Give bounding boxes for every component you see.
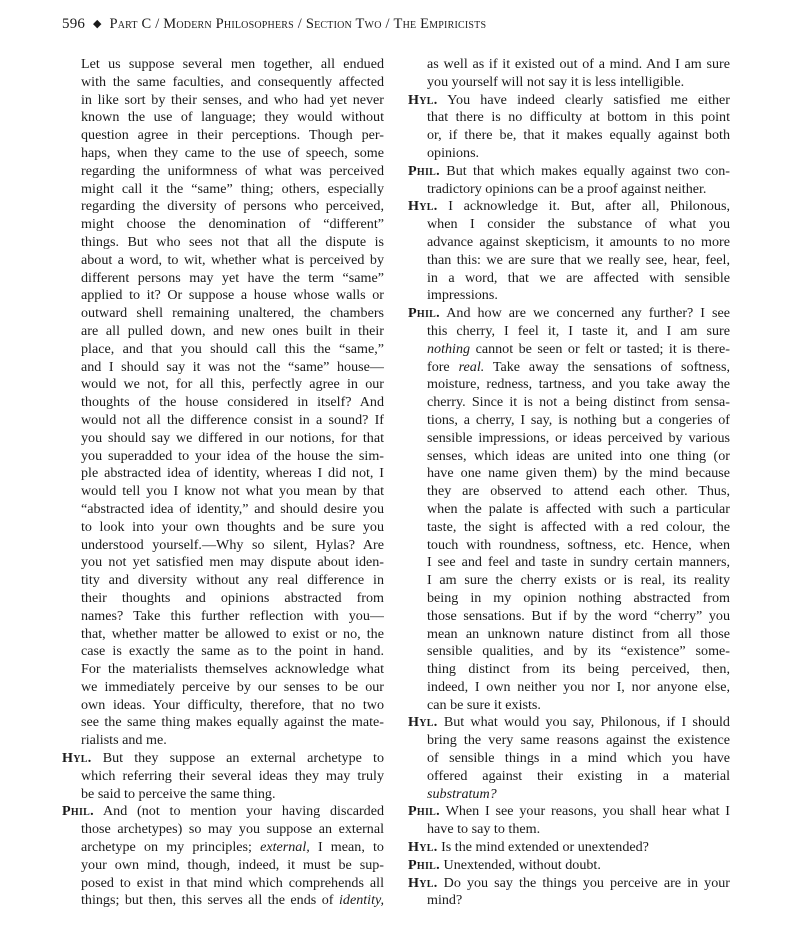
- text-line: [408, 287, 730, 305]
- text-segment: of sensible things in a mind which you have: [427, 750, 730, 767]
- text-segment: advance against skepticism, it amounts to no more: [427, 233, 730, 250]
- text-line: [62, 198, 384, 216]
- text-segment: can be sure it exists.: [427, 696, 541, 713]
- text-line: [62, 305, 384, 323]
- text-segment: your own mind, though, indeed, it must be sup-: [81, 856, 384, 873]
- text-line: [408, 857, 730, 875]
- text-segment: you superadded to your idea of the house the sim-: [81, 447, 384, 464]
- speaker-label: Hyl.: [408, 198, 438, 215]
- text-line: [408, 643, 730, 661]
- text-line: [62, 590, 384, 608]
- text-segment: “abstracted idea of identity,” and should desire you: [81, 500, 384, 517]
- text-segment: rialists and me.: [81, 732, 167, 749]
- text-segment: those sensations. But if by the word “cherry” you: [427, 607, 730, 624]
- text-segment: But they suppose an external archetype to: [102, 750, 384, 767]
- text-line: [62, 768, 384, 786]
- text-segment: thoughts of the house considered in itself? And: [81, 394, 384, 411]
- text-segment: For the materialists themselves acknowledge what: [81, 661, 384, 678]
- text-segment: moisture, redness, tartness, and you take away the: [427, 376, 730, 393]
- text-segment: you should say we differed in our notions, for that: [81, 429, 384, 446]
- text-segment: names? Take this further reflection with you—: [81, 607, 384, 624]
- slash-separator: /: [297, 16, 302, 32]
- text-segment: you not yet satisfied men may dispute about iden-: [81, 554, 384, 571]
- text-segment: tions, a cherry, I say, is nothing but a congeries of: [427, 411, 730, 428]
- text-segment: Take away the sensations of softness,: [484, 358, 730, 375]
- text-line: [408, 537, 730, 555]
- text-line: [62, 857, 384, 875]
- text-segment: indeed, I own neither you nor I, nor anyone else,: [427, 678, 730, 695]
- text-segment: own ideas. Your difficulty, therefore, that no two: [81, 696, 384, 713]
- text-segment: posed to exist in that mind which comprehends all: [81, 874, 384, 891]
- text-segment: that, whether matter be allowed to exist or no, the: [81, 625, 384, 642]
- text-line: [62, 875, 384, 893]
- text-line: [62, 181, 384, 199]
- text-segment: cherry. Since it is not a being distinct from sensa-: [427, 394, 730, 411]
- speaker-label: Phil.: [408, 803, 440, 820]
- text-segment: we immediately perceive by our senses to be our: [81, 678, 384, 695]
- slash-separator: /: [155, 16, 160, 32]
- text-segment: taste, the sight is affected with a red colour, the: [427, 518, 730, 535]
- section-label: Section Two: [305, 16, 382, 32]
- emphasis-text: identity,: [338, 892, 384, 909]
- text-line: [408, 501, 730, 519]
- text-line: [408, 732, 730, 750]
- text-line: [62, 270, 384, 288]
- text-line: [408, 323, 730, 341]
- speaker-label: Hyl.: [408, 874, 438, 891]
- text-line: [62, 216, 384, 234]
- text-segment: when the palate is affected with such a particular: [427, 500, 730, 517]
- text-line: [408, 252, 730, 270]
- text-segment: senses, which ideas are united into one thing (or: [427, 447, 730, 464]
- text-line: [62, 341, 384, 359]
- text-segment: than this: we are sure that we really see, hear, feel,: [427, 251, 730, 268]
- text-line: [408, 198, 730, 216]
- text-segment: or, if there be, that it makes equally against both: [427, 127, 730, 144]
- text-line: [62, 92, 384, 110]
- slash-separator: /: [385, 16, 390, 32]
- speaker-label: Hyl.: [408, 714, 438, 731]
- text-segment: would tell you I know not what you mean by that: [81, 483, 384, 500]
- text-segment: that there is no difficulty at bottom in this point: [427, 109, 730, 126]
- text-segment: are all pulled down, and new ones built in their: [81, 322, 384, 339]
- text-segment: you yourself will not say it is less intelligible.: [427, 73, 685, 90]
- speaker-label: Phil.: [408, 856, 440, 873]
- text-segment: When I see your reasons, you shall hear what I: [445, 803, 730, 820]
- speaker-label: Phil.: [408, 162, 440, 179]
- text-segment: bring the very same reasons against the existence: [427, 732, 730, 749]
- text-line: [62, 519, 384, 537]
- text-line: [62, 626, 384, 644]
- text-line: [62, 786, 384, 804]
- text-segment: regarding the uniformness of what was perceived: [81, 162, 384, 179]
- text-line: [62, 572, 384, 590]
- text-segment: tradictory opinions can be a proof against neither.: [427, 180, 707, 197]
- speaker-label: Phil.: [62, 803, 94, 820]
- text-segment: haps, when they came to the use of speech, some: [81, 144, 384, 161]
- text-line: [408, 394, 730, 412]
- text-segment: mean an unknown nature distinct from all those: [427, 625, 730, 642]
- text-line: [62, 163, 384, 181]
- text-line: [408, 163, 730, 181]
- text-line: [408, 714, 730, 732]
- text-segment: this cherry, I feel it, I taste it, and I am sure: [427, 322, 730, 339]
- text-line: [62, 608, 384, 626]
- text-line: [408, 892, 730, 910]
- text-line: [408, 768, 730, 786]
- emphasis-text: substratum?: [427, 785, 497, 802]
- text-line: [408, 92, 730, 110]
- running-head: [62, 16, 742, 38]
- text-segment: understood yourself.—Why so silent, Hylas? Are: [81, 536, 384, 553]
- text-segment: and I should say it was not the “same” house—: [81, 358, 384, 375]
- text-segment: offered against their existing in a material: [427, 767, 730, 784]
- text-segment: place, and that you should call this the “same,”: [81, 340, 384, 357]
- text-line: [62, 803, 384, 821]
- text-line: [408, 127, 730, 145]
- text-segment: would we not, for all this, perfectly agree in our: [81, 376, 384, 393]
- text-line: [62, 430, 384, 448]
- text-line: [62, 892, 384, 910]
- text-line: [408, 216, 730, 234]
- text-line: [408, 465, 730, 483]
- text-line: [408, 590, 730, 608]
- text-segment: in like sort by their senses, and who had yet never: [81, 91, 384, 108]
- text-line: [408, 145, 730, 163]
- text-segment: Unextended, without doubt.: [443, 856, 601, 873]
- text-segment: And how are we concerned any further? I see: [446, 305, 730, 322]
- text-segment: being in my opinion nothing abstracted from: [427, 589, 730, 606]
- text-segment: see the same thing makes equally against the mate-: [81, 714, 384, 731]
- text-segment: cannot be seen or felt or tasted; it is there-: [470, 340, 730, 357]
- emphasis-text: real.: [458, 358, 485, 375]
- text-segment: might call it the “same” thing; others, especially: [81, 180, 384, 197]
- text-line: [62, 714, 384, 732]
- speaker-label: Phil.: [408, 305, 440, 322]
- text-segment: be said to perceive the same thing.: [81, 785, 276, 802]
- text-segment: those archetypes) so may you suppose an external: [81, 821, 384, 838]
- text-line: [408, 697, 730, 715]
- text-segment: which referring their several ideas they may truly: [81, 767, 384, 784]
- text-segment: their thoughts and opinions abstracted from: [81, 589, 384, 606]
- text-segment: I acknowledge it. But, after all, Philonous,: [448, 198, 730, 215]
- text-segment: But that which makes equally against two con-: [446, 162, 730, 179]
- text-segment: And (not to mention your having discarded: [103, 803, 384, 820]
- text-segment: outward shell remaining unaltered, the chambers: [81, 305, 384, 322]
- text-line: [408, 376, 730, 394]
- text-segment: things; but then, this serves all the ends of: [81, 892, 339, 909]
- text-segment: archetype on my principles;: [81, 839, 261, 856]
- text-segment: touch with roundness, softness, etc. Hence, when: [427, 536, 730, 553]
- text-segment: with the same faculties, and consequently affected: [81, 73, 384, 90]
- part-label: Part C: [109, 16, 152, 32]
- text-line: [62, 412, 384, 430]
- text-segment: have one name given them) by the mind because: [427, 465, 730, 482]
- text-line: [408, 679, 730, 697]
- speaker-label: Hyl.: [408, 91, 438, 108]
- text-line: [62, 732, 384, 750]
- text-line: [408, 448, 730, 466]
- text-segment: sensible qualities, and by its “existence” some-: [427, 643, 730, 660]
- text-line: [62, 287, 384, 305]
- text-segment: would not all the difference consist in a sound? If: [81, 411, 384, 428]
- text-line: [408, 181, 730, 199]
- text-segment: tity and diversity without any real difference in: [81, 572, 384, 589]
- text-segment: Do you say the things you perceive are in your: [443, 874, 730, 891]
- text-line: [408, 519, 730, 537]
- text-segment: to look into your own thoughts and be sure you: [81, 518, 384, 535]
- text-line: [62, 697, 384, 715]
- text-segment: in a word, that we are affected with sensible: [427, 269, 730, 286]
- text-line: [408, 430, 730, 448]
- text-line: [408, 661, 730, 679]
- text-segment: opinions.: [427, 144, 480, 161]
- text-line: [62, 252, 384, 270]
- text-segment: different persons may yet have the term “same”: [81, 269, 384, 286]
- text-segment: fore: [427, 358, 459, 375]
- speaker-label: Hyl.: [408, 839, 438, 856]
- text-segment: I am sure the cherry exists or is real, its reality: [427, 572, 730, 589]
- text-line: [62, 56, 384, 74]
- text-line: [62, 127, 384, 145]
- text-line: [408, 341, 730, 359]
- text-line: [408, 109, 730, 127]
- text-line: [62, 750, 384, 768]
- text-line: [62, 483, 384, 501]
- part-title: Modern Philosophers: [163, 16, 294, 32]
- text-segment: ple abstracted idea of identity, whereas I did not, I: [81, 465, 384, 482]
- section-title: The Empiricists: [393, 16, 487, 32]
- text-line: [62, 537, 384, 555]
- text-line: [408, 359, 730, 377]
- text-line: [408, 839, 730, 857]
- text-segment: things. But who sees not that all the dispute is: [81, 233, 384, 250]
- text-line: [62, 234, 384, 252]
- text-line: [408, 608, 730, 626]
- text-segment: I see and feel and taste in sundry certain manners,: [427, 554, 730, 571]
- text-line: [62, 145, 384, 163]
- text-line: [62, 554, 384, 572]
- text-segment: applied to it? Or suppose a house whose walls or: [81, 287, 384, 304]
- text-line: [408, 626, 730, 644]
- text-line: [408, 572, 730, 590]
- text-line: [408, 554, 730, 572]
- text-line: [62, 323, 384, 341]
- text-segment: sensible impressions, or ideas perceived by various: [427, 429, 730, 446]
- text-segment: have to say to them.: [427, 821, 541, 838]
- text-segment: I mean, to: [309, 839, 384, 856]
- text-segment: But what would you say, Philonous, if I should: [443, 714, 730, 731]
- text-line: [408, 74, 730, 92]
- text-line: [408, 56, 730, 74]
- speaker-label: Hyl.: [62, 750, 92, 767]
- text-segment: mind?: [427, 892, 463, 909]
- text-segment: as well as if it existed out of a mind. And I am sure: [427, 56, 730, 72]
- text-segment: regarding the diversity of persons who perceived,: [81, 198, 384, 215]
- text-line: [408, 483, 730, 501]
- text-segment: when I consider the substance of what you: [427, 216, 730, 233]
- text-line: [408, 270, 730, 288]
- emphasis-text: nothing: [427, 340, 471, 357]
- text-column-left: [62, 56, 384, 910]
- text-line: [408, 750, 730, 768]
- text-segment: might choose the denomination of “different”: [81, 216, 384, 233]
- text-line: [62, 74, 384, 92]
- text-line: [62, 821, 384, 839]
- text-segment: impressions.: [427, 287, 498, 304]
- text-line: [408, 821, 730, 839]
- text-line: [62, 501, 384, 519]
- text-line: [62, 465, 384, 483]
- text-line: [408, 803, 730, 821]
- text-segment: case is exactly the same as to the point in hand.: [81, 643, 384, 660]
- text-segment: You have indeed clearly satisfied me either: [447, 91, 730, 108]
- text-segment: Let us suppose several men together, all endued: [81, 56, 384, 72]
- text-line: [62, 376, 384, 394]
- text-line: [408, 234, 730, 252]
- text-segment: Is the mind extended or unextended?: [441, 839, 649, 856]
- text-line: [62, 109, 384, 127]
- text-column-right: [408, 56, 730, 910]
- text-segment: known the use of language; they would without: [81, 109, 384, 126]
- text-line: [62, 394, 384, 412]
- text-line: [62, 359, 384, 377]
- text-line: [408, 412, 730, 430]
- text-line: [408, 875, 730, 893]
- text-line: [62, 448, 384, 466]
- text-line: [62, 643, 384, 661]
- text-segment: they are observed to attend each other. Thus,: [427, 483, 730, 500]
- text-line: [62, 661, 384, 679]
- text-segment: question agree in their perceptions. Though per-: [81, 127, 384, 144]
- diamond-icon: ◆: [92, 18, 102, 30]
- page-number: 596: [62, 16, 86, 32]
- emphasis-text: external,: [260, 839, 310, 856]
- text-line: [408, 786, 730, 804]
- text-segment: about a word, to wit, whether what is perceived by: [81, 251, 384, 268]
- text-segment: thing distinct from its being perceived, then,: [427, 661, 730, 678]
- text-line: [62, 839, 384, 857]
- text-line: [62, 679, 384, 697]
- text-line: [408, 305, 730, 323]
